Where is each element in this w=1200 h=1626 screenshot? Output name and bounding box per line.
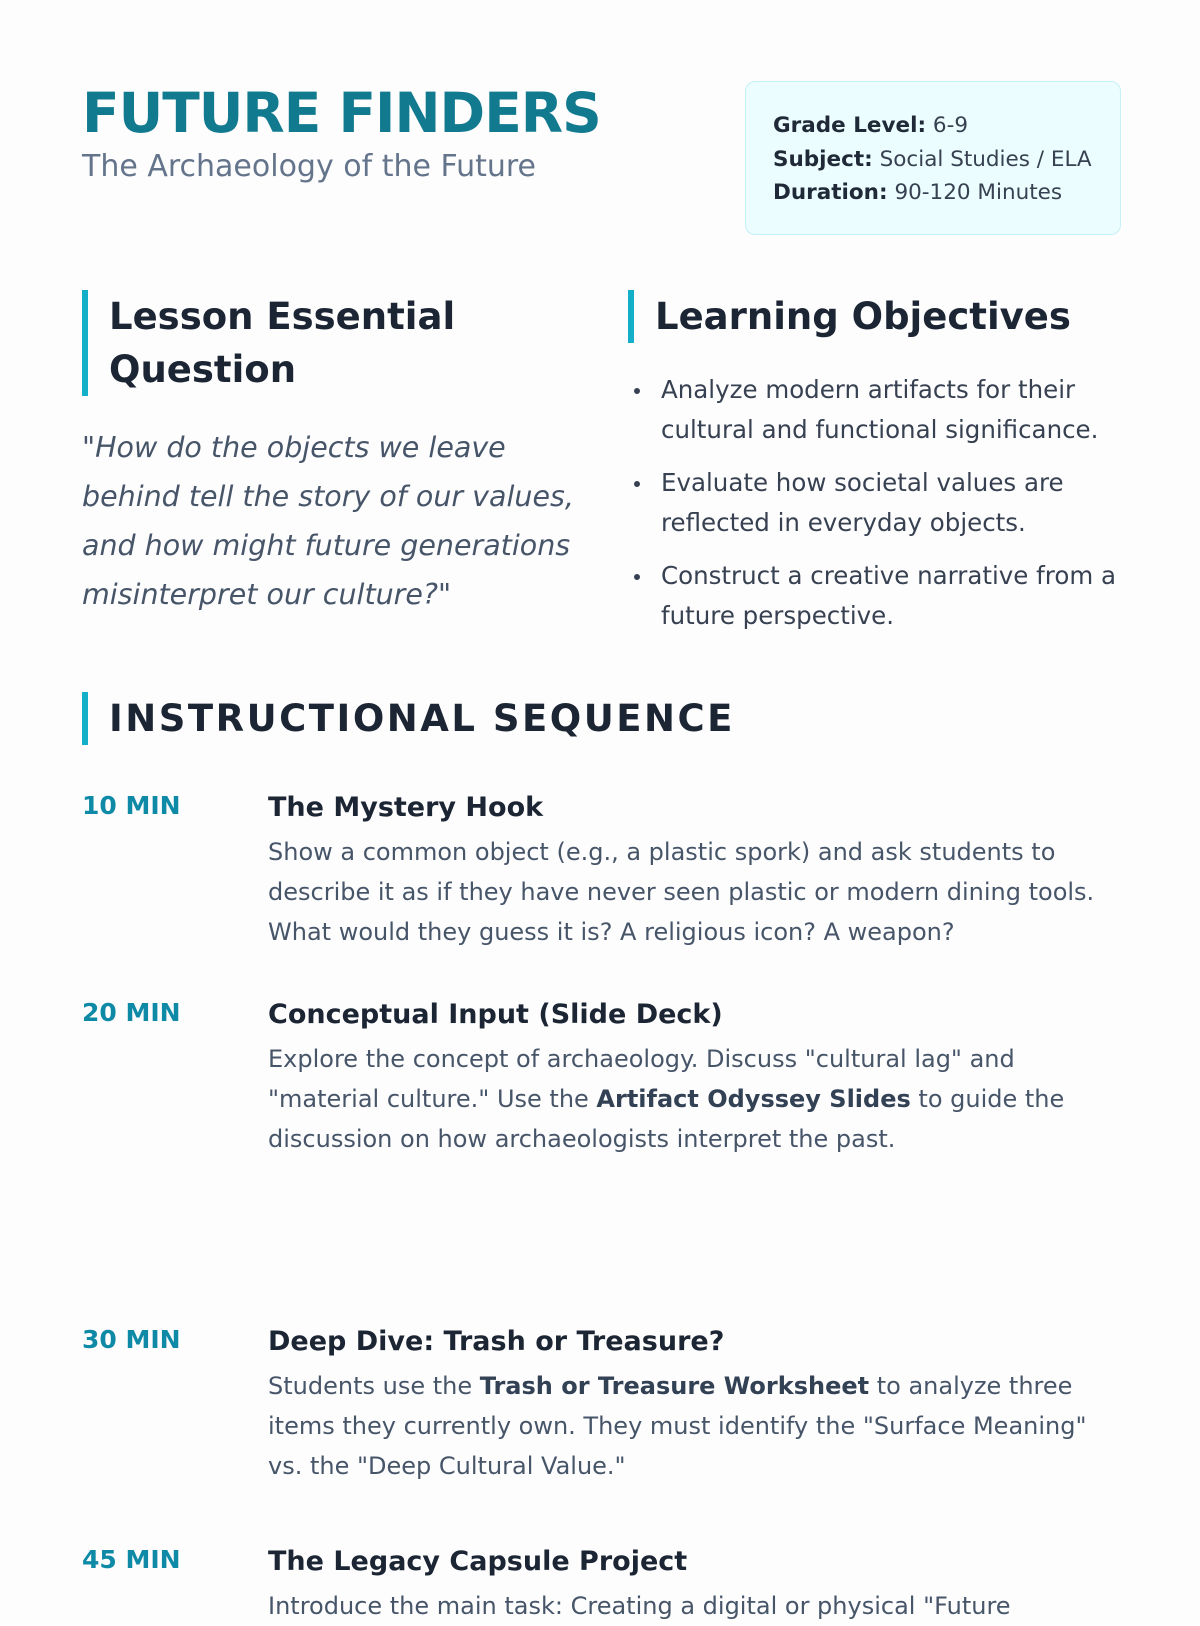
meta-duration xyxy=(773,176,1120,210)
instructional-sequence-heading: INSTRUCTIONAL SEQUENCE xyxy=(82,692,1122,745)
objective-item: Evaluate how societal values are reflected in everyday objects. xyxy=(628,463,1122,543)
step-duration: 10 MIN xyxy=(82,791,181,820)
step-title: The Mystery Hook xyxy=(268,792,544,823)
step-duration: 20 MIN xyxy=(82,998,181,1027)
learning-objectives-list xyxy=(628,370,1122,649)
step-description: Students use the Trash or Treasure Worksheet to analyze three items they currently own. They must identify the "Surface Meaning" vs. the "Deep Cultural Value." xyxy=(268,1372,1087,1480)
meta-value: Social Studies / ELA xyxy=(879,146,1092,172)
resource-name: Artifact Odyssey Slides xyxy=(596,1085,911,1113)
step-description: Show a common object (e.g., a plastic spork) and ask students to describe it as if they have never seen plastic or modern dining tools. What would they guess it is? A religious icon? A weapon? xyxy=(268,838,1095,946)
meta-grade-level xyxy=(773,109,1120,143)
meta-label: Grade Level: xyxy=(773,113,927,138)
header xyxy=(82,80,1122,240)
step-duration: 30 MIN xyxy=(82,1325,181,1354)
objective-item: Analyze modern artifacts for their cultural and functional significance. xyxy=(628,370,1122,450)
essential-question-quote: "How do the objects we leave behind tell the story of our values, and how might future generations misinterpret our culture?" xyxy=(82,431,574,611)
step-title: Deep Dive: Trash or Treasure? xyxy=(268,1326,725,1357)
meta-label: Duration: xyxy=(773,180,888,205)
objective-item: Construct a creative narrative from a future perspective. xyxy=(628,556,1122,636)
step-description: Explore the concept of archaeology. Discuss "cultural lag" and "material culture." Use the Artifact Odyssey Slides to guide the discussion on how archaeologists interpret the past. xyxy=(268,1045,1065,1153)
learning-objectives-heading: Learning Objectives xyxy=(628,290,1122,343)
lesson-meta-box xyxy=(745,81,1121,235)
meta-label: Subject: xyxy=(773,146,873,172)
meta-value: 6-9 xyxy=(932,113,969,138)
step-title: Conceptual Input (Slide Deck) xyxy=(268,999,723,1030)
meta-subject xyxy=(773,143,1120,177)
page-title: FUTURE FINDERS xyxy=(82,81,601,145)
resource-name: Trash or Treasure Worksheet xyxy=(479,1372,870,1400)
essential-question-heading: Lesson Essential Question xyxy=(82,290,602,396)
step-duration: 45 MIN xyxy=(82,1545,181,1574)
lesson-plan-page xyxy=(82,0,1122,1620)
step-title: The Legacy Capsule Project xyxy=(268,1546,688,1577)
meta-value: 90-120 Minutes xyxy=(894,180,1063,205)
step-description: Introduce the main task: Creating a digital or physical "Future xyxy=(268,1592,1011,1620)
page-subtitle: The Archaeology of the Future xyxy=(82,149,537,184)
